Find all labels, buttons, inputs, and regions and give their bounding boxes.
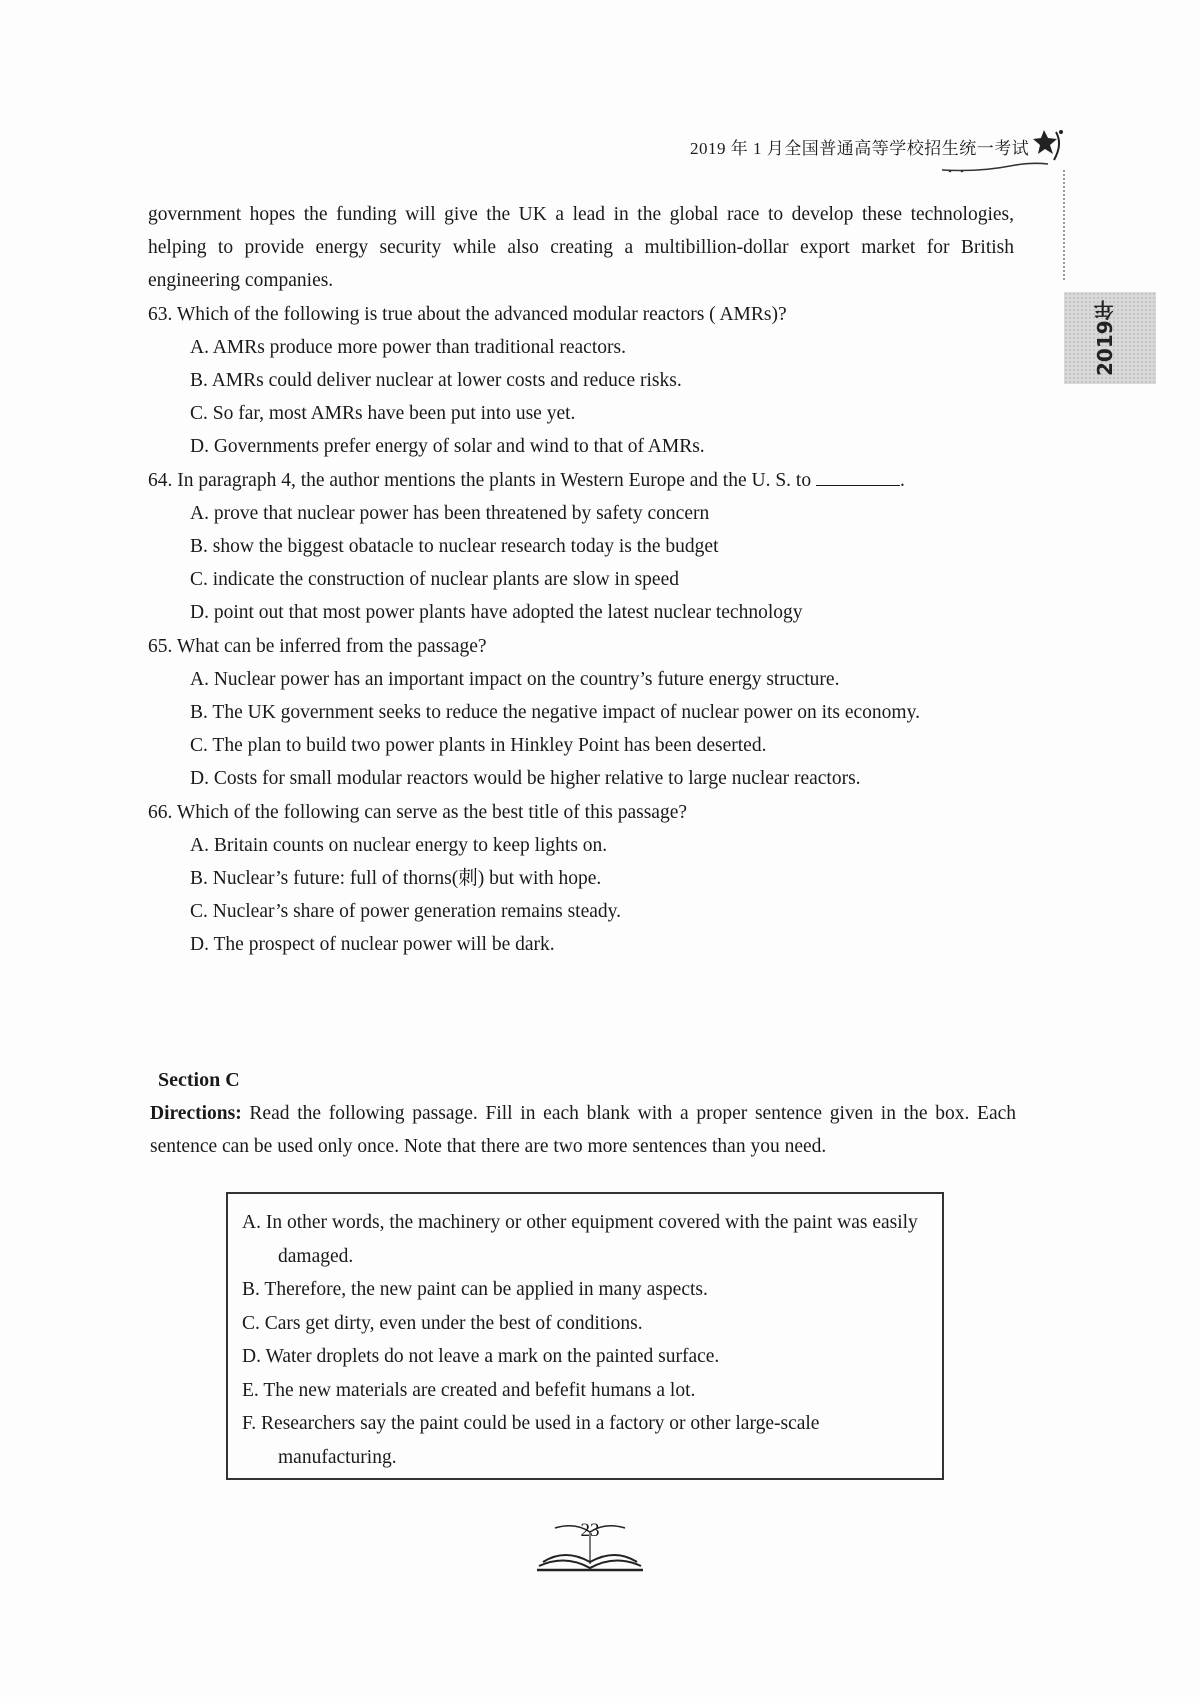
question-65-option-a: [148, 663, 1014, 696]
question-66-option-c: [148, 895, 1014, 928]
question-63-option-d: [148, 430, 1014, 463]
question-66-stem: [148, 796, 1014, 829]
sentence-options-box: [226, 1192, 944, 1480]
option-letter: D.: [190, 602, 209, 624]
option-letter: C.: [190, 403, 208, 425]
box-item-text: The new materials are created and befefit humans a lot.: [263, 1379, 696, 1401]
question-text: Which of the following can serve as the best title of this passage?: [176, 801, 688, 823]
option-text: The UK government seeks to reduce the negative impact of nuclear power on its economy.: [212, 702, 920, 724]
option-text: The prospect of nuclear power will be dark.: [213, 934, 555, 956]
option-text: The plan to build two power plants in Hinkley Point has been deserted.: [212, 735, 767, 757]
box-item-letter: A.: [242, 1212, 261, 1233]
box-item-d: [242, 1340, 928, 1374]
question-number: 65.: [148, 635, 173, 657]
box-item-f: [242, 1407, 928, 1474]
box-item-letter: D.: [242, 1346, 261, 1367]
question-66-option-d: [148, 928, 1014, 961]
option-text: AMRs produce more power than traditional reactors.: [212, 336, 626, 358]
option-letter: B.: [190, 370, 208, 392]
question-63-option-a: [148, 331, 1014, 364]
header-swoosh-decoration: [940, 160, 1050, 174]
option-letter: C.: [190, 735, 208, 757]
questions-content: [148, 198, 1014, 962]
question-65-option-c: [148, 729, 1014, 762]
option-text: prove that nuclear power has been threatened by safety concern: [213, 502, 710, 524]
option-text: Nuclear’s share of power generation remains steady.: [212, 901, 622, 923]
side-year-tab-label: 2019年: [1093, 300, 1117, 376]
question-text: What can be inferred from the passage?: [176, 635, 487, 657]
section-c-directions: [150, 1097, 1016, 1163]
question-66-option-a: [148, 829, 1014, 862]
box-item-text: Water droplets do not leave a mark on the painted surface.: [265, 1346, 720, 1367]
option-letter: C.: [190, 569, 208, 591]
box-item-text: Therefore, the new paint can be applied in many aspects.: [264, 1279, 708, 1300]
box-item-e: [242, 1374, 928, 1408]
question-text-end: .: [899, 469, 905, 491]
page-header-title: 2019 年 1 月全国普通高等学校招生统一考试: [690, 139, 1030, 158]
option-text: Britain counts on nuclear energy to keep lights on.: [213, 834, 608, 856]
question-63-stem: [148, 298, 1014, 331]
margin-dotted-line: [1063, 170, 1065, 280]
directions-label: Directions:: [150, 1103, 242, 1124]
box-item-letter: F.: [242, 1413, 257, 1434]
option-letter: A.: [190, 834, 209, 856]
option-text: So far, most AMRs have been put into use yet.: [212, 403, 576, 425]
option-letter: C.: [190, 901, 208, 923]
question-63-option-b: [148, 364, 1014, 397]
option-letter: A.: [190, 668, 209, 690]
option-letter: B.: [190, 702, 208, 724]
header-star-logo: [1030, 124, 1066, 164]
option-text: show the biggest obatacle to nuclear research today is the budget: [212, 536, 719, 558]
question-65-stem: [148, 630, 1014, 663]
option-letter: D.: [190, 436, 209, 458]
box-item-letter: B.: [242, 1279, 260, 1300]
answer-blank: [816, 465, 900, 486]
question-63-option-c: [148, 397, 1014, 430]
option-text: Nuclear power has an important impact on the country’s future energy structure.: [213, 668, 840, 690]
option-text: Costs for small modular reactors would be higher relative to large nuclear reactors.: [213, 768, 861, 790]
option-text: Governments prefer energy of solar and wind to that of AMRs.: [213, 436, 705, 458]
question-64-stem: [148, 464, 1014, 497]
question-64-option-c: [148, 563, 1014, 596]
box-item-text: In other words, the machinery or other equipment covered with the paint was easily damaged.: [265, 1212, 918, 1267]
page-number: 23: [580, 1520, 600, 1541]
question-number: 63.: [148, 303, 173, 325]
option-letter: B.: [190, 536, 208, 558]
question-64-option-a: [148, 497, 1014, 530]
box-item-c: [242, 1307, 928, 1341]
box-item-text: Researchers say the paint could be used in a factory or other large-scale manufacturing.: [261, 1413, 820, 1468]
box-item-text: Cars get dirty, even under the best of conditions.: [264, 1312, 643, 1334]
question-65-option-d: [148, 762, 1014, 795]
question-text: Which of the following is true about the advanced modular reactors ( AMRs)?: [176, 303, 787, 325]
question-65-option-b: [148, 696, 1014, 729]
section-c-heading: Section C: [158, 1069, 240, 1091]
question-number: 66.: [148, 801, 173, 823]
box-item-b: [242, 1273, 928, 1307]
option-letter: D.: [190, 934, 209, 956]
option-text: point out that most power plants have adopted the latest nuclear technology: [213, 602, 803, 624]
option-letter: A.: [190, 336, 209, 358]
option-text: indicate the construction of nuclear plants are slow in speed: [212, 569, 679, 591]
box-item-a: [242, 1206, 928, 1273]
option-letter: D.: [190, 768, 209, 790]
question-number: 64.: [148, 469, 173, 491]
question-66-option-b: [148, 862, 1014, 895]
option-letter: B.: [190, 868, 208, 890]
option-letter: A.: [190, 502, 209, 524]
passage-ending-paragraph: government hopes the funding will give the UK a lead in the global race to develop these technologies, helping to provide energy security while also creating a multibillion-dollar export market for British engineering companies.: [148, 204, 1014, 292]
question-64-option-b: [148, 530, 1014, 563]
option-text: Nuclear’s future: full of thorns(刺) but with hope.: [212, 868, 602, 890]
option-text: AMRs could deliver nuclear at lower costs and reduce risks.: [211, 370, 682, 392]
directions-text: Read the following passage. Fill in each blank with a proper sentence given in the box. Each sentence can be used only once. Note that there are two more sentences than you need.: [150, 1103, 1017, 1158]
question-64-option-d: [148, 596, 1014, 629]
box-item-letter: E.: [242, 1379, 259, 1401]
box-item-letter: C.: [242, 1312, 260, 1334]
question-text: In paragraph 4, the author mentions the plants in Western Europe and the U. S. to: [177, 469, 812, 491]
